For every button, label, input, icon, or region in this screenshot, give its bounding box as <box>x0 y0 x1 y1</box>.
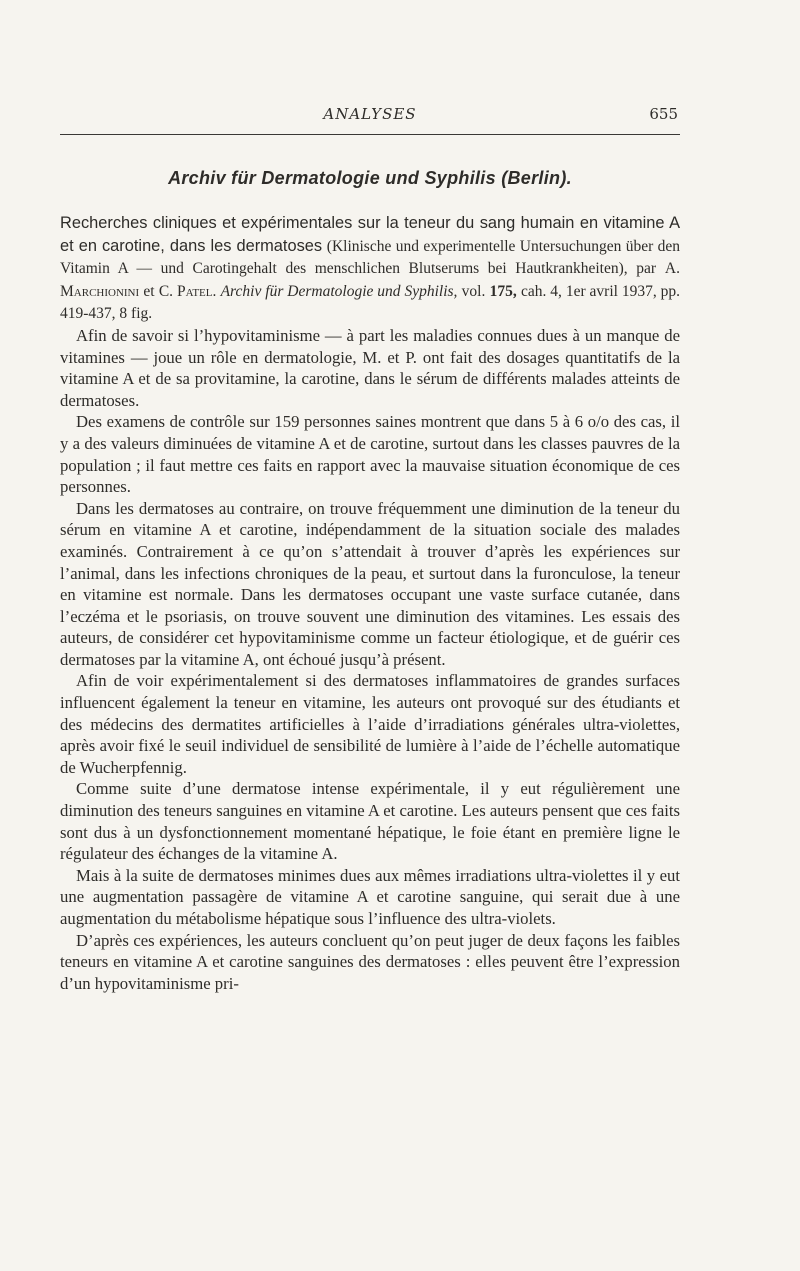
journal-heading: Archiv für Dermatologie und Syphilis (Berlin). <box>168 168 572 188</box>
paragraph: Mais à la suite de dermatoses minimes dues aux mêmes irradiations ultra-violettes il y eut une augmentation passagère de vitamine A et carotine sanguine, qui serait due à une augmentation du métabolisme hépatique sous l’influence des ultra-violets. <box>60 865 680 928</box>
paragraph: Comme suite d’une dermatose intense expérimentale, il y eut régulièrement une diminution des teneurs sanguines en vitamine A et carotine. Les auteurs pensent que ces faits sont dus à un dysfonctionnement momentané hépatique, le foie étant en première ligne le régulateur des échanges de la vitamine A. <box>60 779 680 864</box>
paragraph: Des examens de contrôle sur 159 personnes saines montrent que dans 5 à 6 o/o des cas, il y a des valeurs diminuées de vitamine A et de carotine, surtout dans les classes pauvres de la population ; il faut mettre ces faits en rapport avec la mauvaise situation économique de ces personnes. <box>60 412 680 497</box>
reference-issue-date: cah. 4, 1er avril 1937, pp. 419-437, 8 fig. <box>60 282 681 323</box>
reference-and: et <box>143 282 155 300</box>
header-rule <box>60 134 680 135</box>
reference-author-2: C. Patel. <box>158 282 217 300</box>
reference-title: Recherches cliniques et expérimentales sur la teneur du sang humain en vitamine A et en carotine, dans les dermatoses <box>60 214 680 255</box>
running-title: ANALYSES <box>323 105 417 123</box>
reference-source: Archiv für Dermatologie und Syphilis, <box>220 282 458 300</box>
paragraph: Afin de voir expérimentalement si des dermatoses inflammatoires de grandes surfaces influencent également la teneur en vitamine, les auteurs ont provoqué sur des étudiants et des médecins des dermatites artificielles à l’aide d’irradiations générales ultra-violettes, après avoir fixé le seuil individuel de sensibilité de lumière à l’aide de l’échelle automatique de Wucherpfennig. <box>60 671 680 777</box>
article-body <box>60 212 680 994</box>
paragraph: D’après ces expériences, les auteurs concluent qu’on peut juger de deux façons les faibles teneurs en vitamine A et carotine sanguines des dermatoses : elles peuvent être l’expression d’un hypovitaminisme pri- <box>60 930 680 993</box>
reference-vol-prefix: vol. <box>461 282 486 300</box>
reference-german-title: (Klinische und experimentelle Untersuchungen über den Vitamin A — und Carotingehalt des menschlichen Blutserums bei Hautkrankheiten), par <box>60 237 681 278</box>
page-number: 655 <box>649 105 678 123</box>
paragraph: Afin de savoir si l’hypovitaminisme — à part les maladies connues dues à un manque de vitamines — joue un rôle en dermatologie, M. et P. ont fait des dosages quantitatifs de la vitamine A et de sa provitamine, la carotine, dans le sérum de différents malades atteints de dermatoses. <box>60 325 680 410</box>
reference-author-1: A. Marchionini <box>60 260 680 300</box>
reference-entry <box>60 212 680 325</box>
running-head <box>60 101 680 125</box>
reference-volume: 175, <box>489 282 517 300</box>
paragraph: Dans les dermatoses au contraire, on trouve fréquemment une diminution de la teneur du sérum en vitamine A et carotine, indépendamment de la situation sociale des malades examinés. Contrairement à ce qu’on s’attendait à trouver d’après les expériences sur l’animal, dans les infections chroniques de la peau, et surtout dans la furonculose, la teneur en vitamine est normale. Dans les dermatoses occupant une vaste surface cutanée, dans l’eczéma et le psoriasis, on trouve souvent une diminution des vitamines. Les essais des auteurs, de considérer cet hypovitaminisme comme un facteur étiologique, et de guérir ces dermatoses par la vitamine A, ont échoué jusqu’à présent. <box>60 498 680 669</box>
